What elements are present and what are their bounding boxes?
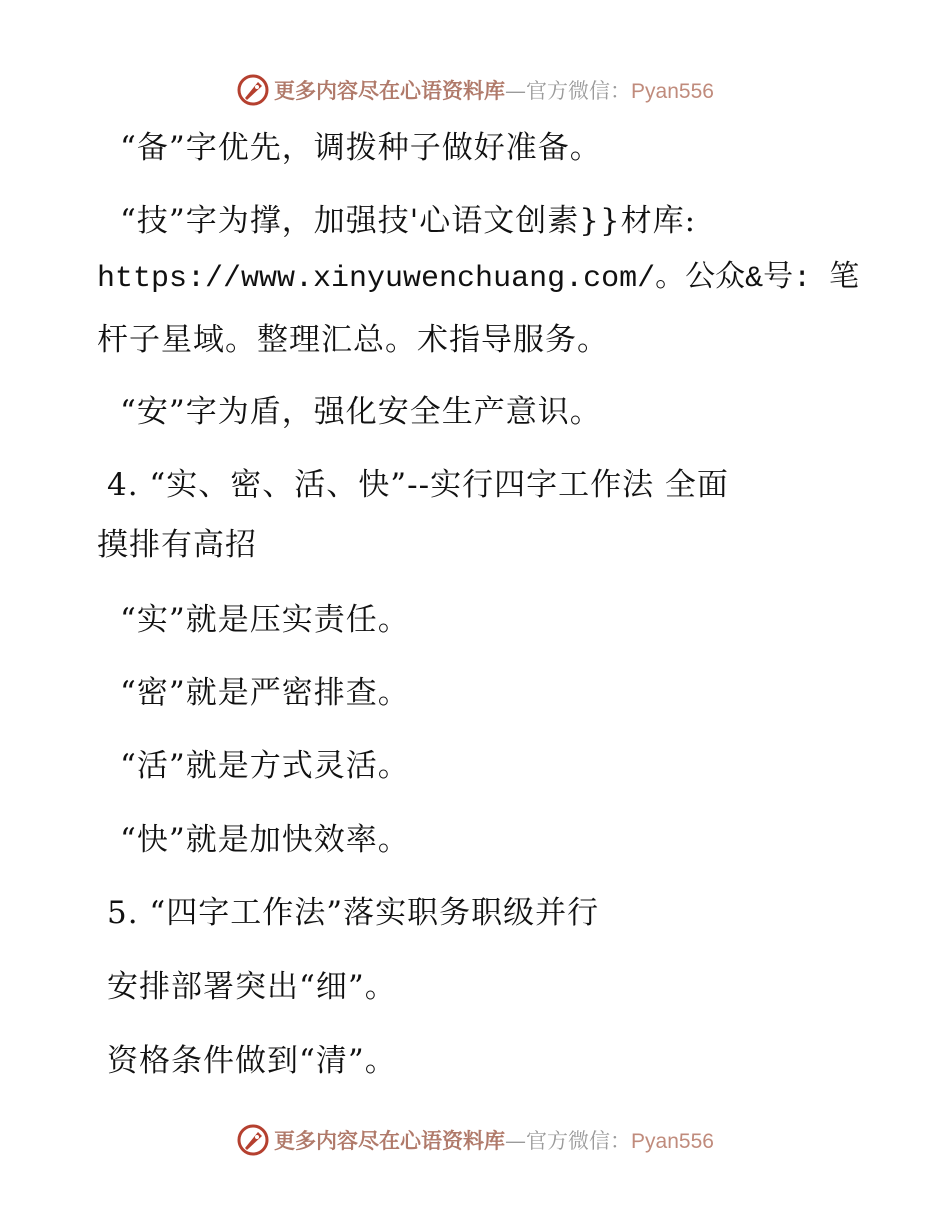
watermark-text <box>274 1125 714 1155</box>
watermark-dash: — <box>505 79 527 103</box>
watermark-brand: 更多内容尽在心语资料库 <box>274 78 506 103</box>
footer-watermark <box>0 1120 950 1160</box>
watermark-wechat-id: Pyan556 <box>631 1130 714 1153</box>
header-watermark <box>0 70 950 110</box>
text-line-5: “安”字为盾，强化安全生产意识。 <box>120 394 602 430</box>
text-line-6: 4. “实、密、活、快”--实行四字工作法 全面 <box>107 467 729 503</box>
text-line-10: “活”就是方式灵活。 <box>120 748 410 784</box>
text-line-7: 摸排有高招 <box>97 527 257 563</box>
pen-nib-circle-icon <box>236 1123 270 1157</box>
watermark-text <box>274 75 714 105</box>
text-line-2: “技”字为撑，加强技'心语文创素}}材库: <box>120 203 697 239</box>
watermark-dash: — <box>505 1129 527 1153</box>
text-line-14: 资格条件做到“清”。 <box>107 1043 397 1079</box>
text-line-9: “密”就是严密排查。 <box>120 675 410 711</box>
text-line-11: “快”就是加快效率。 <box>120 822 410 858</box>
pen-nib-circle-icon <box>236 73 270 107</box>
text-line-4: 杆子星域。整理汇总。术指导服务。 <box>97 322 609 358</box>
watermark-official: 官方微信： <box>526 79 632 103</box>
text-line-12: 5. “四字工作法”落实职务职级并行 <box>107 895 600 931</box>
text-line-13: 安排部署突出“细”。 <box>107 969 397 1005</box>
watermark-official: 官方微信： <box>526 1129 632 1153</box>
watermark-wechat-id: Pyan556 <box>631 80 714 103</box>
text-line-8: “实”就是压实责任。 <box>120 602 410 638</box>
text-line-3: https://www.xinyuwenchuang.com/。公众&号: 笔 <box>97 262 860 296</box>
text-line-1: “备”字优先，调拨种子做好准备。 <box>120 130 602 166</box>
watermark-brand: 更多内容尽在心语资料库 <box>274 1128 506 1153</box>
